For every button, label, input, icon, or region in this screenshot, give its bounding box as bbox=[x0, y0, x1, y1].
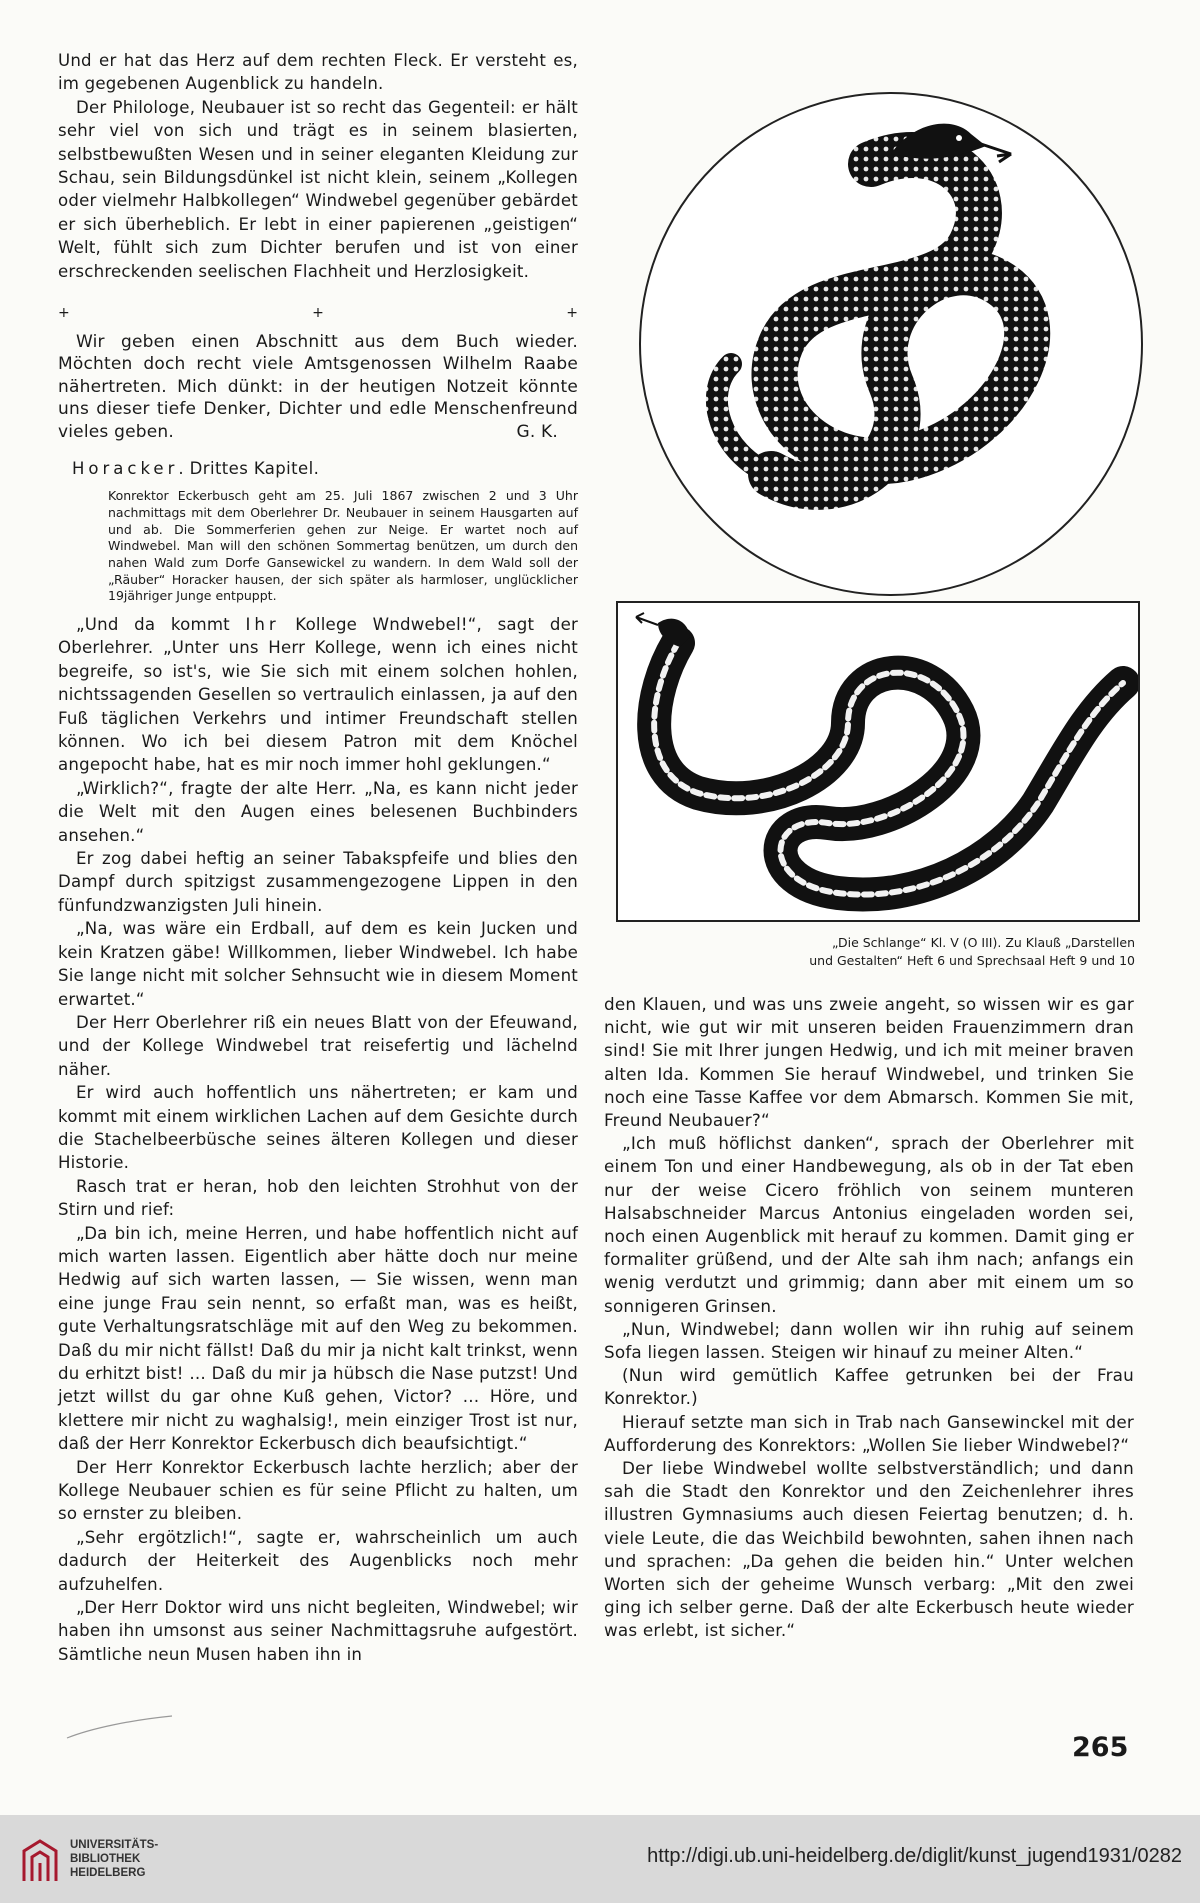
chapter-subtitle: . Drittes Kapitel. bbox=[178, 459, 320, 479]
body-paragraph: „Da bin ich, meine Herren, und habe hoffentlich nicht auf mich warten lassen. Eigentlich aber hätte doch nur meine Hedwig auf sich warten lassen, — Sie wissen, wenn man eine junge Frau sein nennt, so erfaßt man, was es heißt, gute Verhaltungsratschläge mit auf den Weg zu bekommen. Daß du mir nicht fällst! Daß du mir ja nicht kalt trinkst, wenn du erhitzt bist! … Daß du mir ja hübsch die Nase putzst! Und jetzt willst du gar ohne Kuß gehen, Victor? … Höre, und klettere mir nicht zu waghalsig!, mein einziger Trost ist nur, daß der Herr Konrektor Eckerbusch dich beaufsichtigt.“ bbox=[58, 1223, 578, 1454]
body-paragraph: Der liebe Windwebel wollte selbstverständlich; und dann sah die Stadt den Konrektor und den Zeichenlehrer ihres illustren Gymnasiums auch diesen Feiertag benutzen; d. h. viele Leute, die das Weichbild bewohnten, sahen ihnen nach und sprachen: „Da gehen die beiden hin.“ Unter welchen Worten sich der geheime Wunsch verbarg: „Mit den zwei ging ich selber gerne. Daß der alte Eckerbusch heute wieder was erlebt, ist sicher.“ bbox=[604, 1458, 1134, 1641]
body-paragraph: (Nun wird gemütlich Kaffee getrunken bei der Frau Konrektor.) bbox=[604, 1365, 1134, 1409]
body-paragraph: „Sehr ergötzlich!“, sagte er, wahrscheinlich um auch dadurch der Heiterkeit des Augenblicks noch mehr aufzuhelfen. bbox=[58, 1527, 578, 1594]
body-paragraph: „Wirklich?“, fragte der alte Herr. „Na, es kann nicht jeder die Welt mit den Augen eines belesenen Buchbinders ansehen.“ bbox=[58, 778, 578, 845]
emphasis-spaced: Ihr bbox=[245, 615, 280, 635]
library-name bbox=[70, 1838, 158, 1880]
body-paragraph: Rasch trat er heran, hob den leichten Strohhut von der Stirn und rief: bbox=[58, 1176, 578, 1220]
editor-signature: G. K. bbox=[516, 421, 558, 442]
university-library-logo-icon bbox=[20, 1837, 60, 1883]
paragraph-start: „Und da kommt bbox=[76, 615, 246, 635]
body-paragraph: Er wird auch hoffentlich uns nähertreten; er kam und kommt mit einem wirklichen Lachen auf dem Gesichte durch die Stachelbeerbüsche seines älteren Kollegen und dieser Historie. bbox=[58, 1083, 578, 1173]
body-paragraph: „Der Herr Doktor wird uns nicht begleiten, Windwebel; wir haben ihn umsonst aus seiner Nachmittagsruhe aufgestört. Sämtliche neun Musen haben ihn in bbox=[58, 1598, 578, 1664]
body-paragraph bbox=[58, 613, 578, 777]
s-shaped-snake-drawing bbox=[618, 603, 1138, 920]
source-url-link[interactable]: http://digi.ub.uni-heidelberg.de/diglit/kunst_jugend1931/0282 bbox=[647, 1845, 1182, 1867]
library-footer bbox=[0, 1815, 1200, 1903]
editor-note-text: Wir geben einen Abschnitt aus dem Buch wieder. Möchten doch recht viele Amtsgenossen Wilhelm Raabe nähertreten. Mich dünkt: in der heutigen Notzeit könnte uns dieser tiefe Denker, Dichter und edle Menschenfreund vieles geben. bbox=[58, 332, 578, 442]
body-paragraph: Der Herr Konrektor Eckerbusch lachte herzlich; aber der Kollege Neubauer schien es für seine Pflicht zu halten, um so ernster zu bleiben. bbox=[58, 1457, 578, 1524]
divider-star: + bbox=[566, 305, 578, 322]
coiled-snake-drawing bbox=[641, 94, 1141, 594]
body-paragraph: Hierauf setzte man sich in Trab nach Gansewinckel mit der Aufforderung des Konrektors: „Wollen Sie lieber Windwebel?“ bbox=[604, 1411, 1134, 1455]
pencil-mark bbox=[62, 1708, 182, 1748]
intro-paragraph: Und er hat das Herz auf dem rechten Fleck. Er versteht es, im gegebenen Augenblick zu handeln. bbox=[58, 51, 578, 94]
left-column bbox=[58, 49, 578, 1666]
right-column bbox=[604, 993, 1134, 1643]
body-paragraph: „Nun, Windwebel; dann wollen wir ihn ruhig auf seinem Sofa liegen lassen. Steigen wir hinauf zu meiner Alten.“ bbox=[604, 1318, 1134, 1363]
paragraph-rest: Kollege Wndwebel!“, sagt der Oberlehrer. „Unter uns Herr Kollege, wenn ich eines nicht begreife, so ist's, wie Sie sich mit einem solchen hohlen, nichtssagenden Gesellen so vertraulich einlassen, ja auf den Fuß täglichen Verkehrs und intimer Freundschaft stellen können. Wo ich bei diesem Patron mit dem Knöchel angepocht habe, hat es mir noch immer hohl geklungen.“ bbox=[58, 615, 579, 775]
section-divider bbox=[58, 305, 578, 321]
library-name-line: HEIDELBERG bbox=[70, 1867, 146, 1879]
caption-line: „Die Schlange“ Kl. V (O III). Zu Klauß „Darstellen bbox=[831, 935, 1135, 950]
library-name-line: BIBLIOTHEK bbox=[70, 1853, 141, 1865]
caption-line: und Gestalten“ Heft 6 und Sprechsaal Heft 9 und 10 bbox=[809, 953, 1135, 968]
body-paragraph: Der Herr Oberlehrer riß ein neues Blatt von der Efeuwand, und der Kollege Windwebel trat reisefertig und lächelnd näher. bbox=[58, 1012, 578, 1079]
chapter-name: Horacker bbox=[72, 459, 179, 479]
library-name-line: UNIVERSITÄTS- bbox=[70, 1839, 159, 1851]
body-paragraph: Er zog dabei heftig an seiner Tabakspfeife und blies den Dampf durch spitzigst zusammengezogene Lippen in den fünfundzwanzigsten Juli hinein. bbox=[58, 849, 578, 915]
editor-note bbox=[58, 331, 578, 443]
page-number: 265 bbox=[1072, 1732, 1129, 1763]
body-paragraph: den Klauen, und was uns zweie angeht, so wissen wir es gar nicht, wie gut wir mit unseren beiden Frauenzimmern dran sind! Sie mit Ihrer jungen Hedwig, und ich mit meiner braven alten Ida. Kommen Sie herauf Windwebel, und trinken Sie noch eine Tasse Kaffee vor dem Abmarsch. Kommen Sie mit, Freund Neubauer?“ bbox=[604, 994, 1134, 1131]
intro-paragraph: Der Philologe, Neubauer ist so recht das Gegenteil: er hält sehr viel von sich und trägt es in seinem blasierten, selbstbewußten Wesen und in seiner eleganten Kleidung zur Schau, sein Bildungsdünkel ist nicht klein, seinem „Kollegen oder vielmehr Halbkollegen“ Windwebel gegenüber gebärdet er sich überheblich. Er lebt in einer papierenen „geistigen“ Welt, fühlt sich zum Dichter berufen und ist von einer erschreckenden seelischen Flachheit und Herzlosigkeit. bbox=[58, 97, 578, 281]
snake-illustration-box bbox=[616, 601, 1140, 922]
snake-illustration-circle bbox=[639, 92, 1143, 596]
chapter-summary: Konrektor Eckerbusch geht am 25. Juli 1867 zwischen 2 und 3 Uhr nachmittags mit dem Oberlehrer Dr. Neubauer in seinem Hausgarten auf und ab. Die Sommerferien gehen zur Neige. Er wartet noch auf Windwebel. Man will den schönen Sommertag benützen, um durch den nahen Wald zum Dorfe Gansewickel zu wandern. In dem Wald soll der „Räuber“ Horacker hausen, der sich später als harmloser, unglücklicher 19jähriger Junge entpuppt. bbox=[108, 488, 578, 604]
body-paragraph: „Na, was wäre ein Erdball, auf dem es kein Jucken und kein Kratzen gäbe! Willkommen, lieber Windwebel. Ich habe Sie lange nicht mit solcher Sehnsucht wie in diesem Moment erwartet.“ bbox=[58, 919, 578, 1009]
body-paragraph: „Ich muß höflichst danken“, sprach der Oberlehrer mit einem Ton und einer Handbewegung, als ob in der Tat eben nur der weise Cicero fröhlich von seinem munteren Halsabschneider Marcus Antonius eingeladen worden sei, noch einen Augenblick mit herauf zu kommen. Damit ging er formaliter grüßend, und der Alte sah ihm nach; anfangs ein wenig verdutzt und grimmig; dann aber mit einem um so sonnigeren Grinsen. bbox=[604, 1133, 1134, 1316]
divider-star: + bbox=[312, 305, 324, 322]
chapter-heading bbox=[72, 459, 578, 478]
divider-star: + bbox=[58, 305, 70, 322]
figure-caption bbox=[700, 934, 1135, 970]
